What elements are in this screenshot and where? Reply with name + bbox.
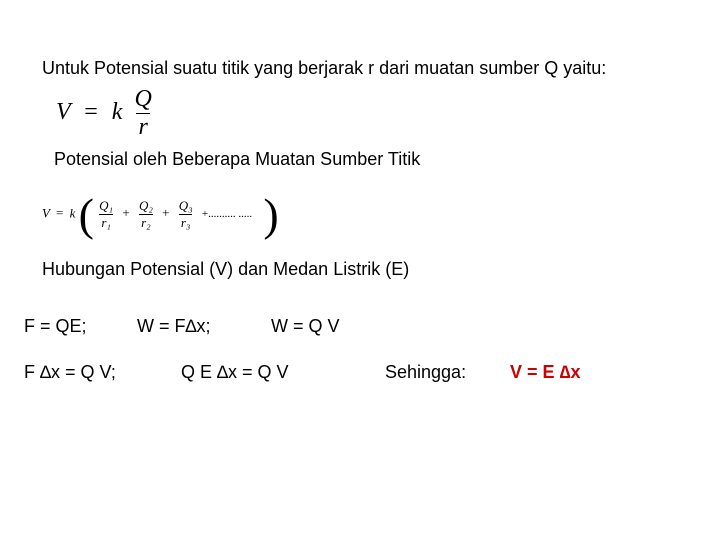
formula2-plus-2: + [162, 205, 170, 221]
result-formula: V = E ∆x [510, 362, 581, 382]
eq-qe-displacement: Q E ∆x = Q V [181, 362, 289, 382]
formula1-lhs: V [56, 99, 71, 126]
formula2-term-3: $\frac{\text{Q₃}}{\text{r₃}}$ [178, 198, 193, 230]
left-paren: ( [78, 189, 94, 240]
formula1-equals: = [84, 99, 98, 126]
formula2-ellipsis: +.......... ..... [201, 208, 253, 221]
formula1-numerator: Q [134, 86, 152, 112]
formula2-equals: = [55, 205, 64, 221]
relation-heading: Hubungan Potensial (V) dan Medan Listrik (E) [42, 259, 410, 279]
formula1-denominator: r [138, 114, 148, 140]
sehingga-label: Sehingga: [385, 362, 467, 382]
eq-work: W = F∆x; [137, 316, 211, 336]
formula2-term-2: $\frac{\text{Q₂}}{\text{r₂}}$ [138, 198, 153, 230]
eq-work-qv: W = Q V [271, 316, 340, 336]
eq-force-displacement: F ∆x = Q V; [24, 362, 116, 382]
formula2-term-1: $\frac{\text{Q₁}}{\text{r₁}}$ [99, 198, 114, 230]
formula-single-charge [56, 86, 154, 141]
formula1-k: k [111, 99, 123, 126]
formula2-lhs: V [42, 205, 50, 221]
formula2-plus-1: + [122, 205, 130, 221]
formula2-k: k [69, 205, 76, 221]
subheading-multiple-charges: Potensial oleh Beberapa Muatan Sumber Titik [54, 149, 421, 169]
formula-multiple-charges [42, 188, 279, 241]
eq-force: F = QE; [24, 316, 87, 336]
right-paren: ) [263, 189, 279, 240]
intro-text: Untuk Potensial suatu titik yang berjarak r dari muatan sumber Q yaitu: [42, 58, 607, 78]
